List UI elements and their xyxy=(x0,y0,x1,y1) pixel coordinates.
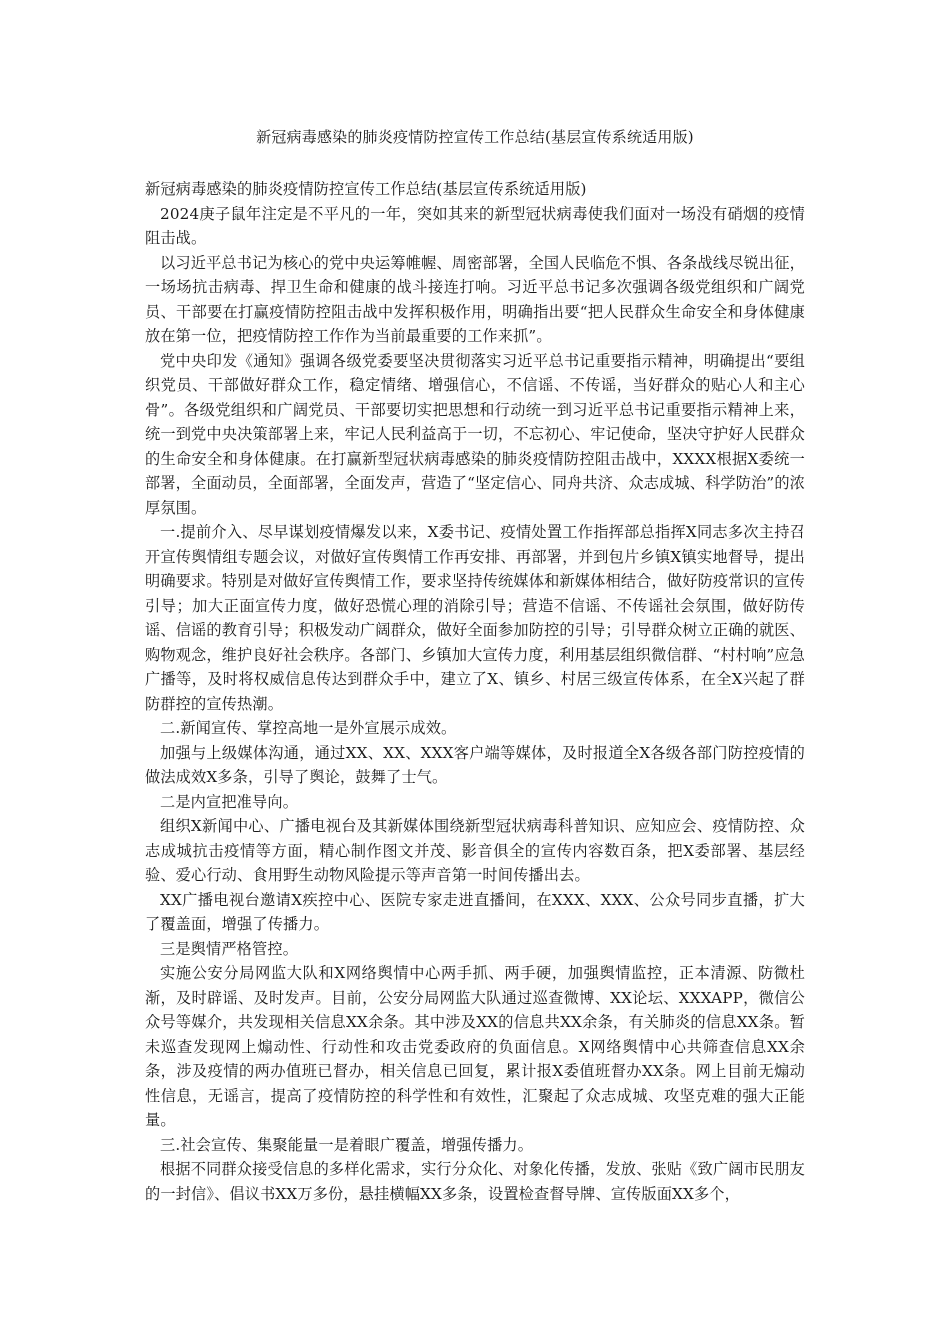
section-subheading: 二是内宣把准导向。 xyxy=(160,792,299,811)
document-body xyxy=(145,177,805,1206)
section-heading: 三.社会宣传、集聚能量一是着眼广覆盖，增强传播力。 xyxy=(160,1135,534,1154)
body-paragraph: 根据不同群众接受信息的多样化需求，实行分众化、对象化传播，发放、张贴《致广阔市民朋友的一封信》、倡议书XX万多份，悬挂横幅XX多条，设置检查督导牌、宣传版面XX多个， xyxy=(145,1160,805,1203)
body-paragraph: 2024庚子鼠年注定是不平凡的一年，突如其来的新型冠状病毒使我们面对一场没有硝烟的疫情阻击战。 xyxy=(145,204,805,247)
body-paragraph: 党中央印发《通知》强调各级党委要坚决贯彻落实习近平总书记重要指示精神，明确提出“要组织党员、干部做好群众工作，稳定情绪、增强信心，不信谣、不传谣，当好群众的贴心人和主心骨”。各级党组织和广阔党员、干部要切实把思想和行动统一到习近平总书记重要指示精神上来，统一到党中央决策部署上来，牢记人民利益高于一切，不忘初心、牢记使命，坚决守护好人民群众的生命安全和身体健康。在打赢新型冠状病毒感染的肺炎疫情防控阻击战中，XXXX根据X委统一部署，全面动员，全面部署，全面发声，营造了“坚定信心、同舟共济、众志成城、科学防治”的浓厚氛围。 xyxy=(145,351,806,517)
body-paragraph: 加强与上级媒体沟通，通过XX、XX、XXX客户端等媒体，及时报道全X各级各部门防控疫情的做法成效X多条，引导了舆论，鼓舞了士气。 xyxy=(145,743,805,786)
document-title: 新冠病毒感染的肺炎疫情防控宣传工作总结(基层宣传系统适用版) xyxy=(256,128,694,146)
body-paragraph: 一.提前介入、尽早谋划疫情爆发以来，X委书记、疫情处置工作指挥部总指挥X同志多次主持召开宣传舆情组专题会议，对做好宣传舆情工作再安排、再部署，并到包片乡镇X镇实地督导，提出明确要求。特别是对做好宣传舆情工作，要求坚持传统媒体和新媒体相结合，做好防疫常识的宣传引导；加大正面宣传力度，做好恐慌心理的消除引导；营造不信谣、不传谣社会氛围，做好防传谣、信谣的教育引导；积极发动广阔群众，做好全面参加防控的引导；引导群众树立正确的就医、购物观念，维护良好社会秩序。各部门、乡镇加大宣传力度，利用基层组织微信群、“村村响”应急广播等，及时将权威信息传达到群众手中，建立了X、镇乡、村居三级宣传体系，在全X兴起了群防群控的宣传热潮。 xyxy=(145,523,806,713)
body-paragraph: 以习近平总书记为核心的党中央运筹帷幄、周密部署，全国人民临危不惧、各条战线尽锐出征，一场场抗击病毒、捍卫生命和健康的战斗接连打响。习近平总书记多次强调各级党组织和广阔党员、干部要在打赢疫情防控阻击战中发挥积极作用，明确指出要“把人民群众生命安全和身体健康放在第一位，把疫情防控工作作为当前最重要的工作来抓”。 xyxy=(145,253,805,345)
body-paragraph: XX广播电视台邀请X疾控中心、医院专家走进直播间，在XXX、XXX、公众号同步直播，扩大了覆盖面，增强了传播力。 xyxy=(145,890,805,933)
body-paragraph: 组织X新闻中心、广播电视台及其新媒体围绕新型冠状病毒科普知识、应知应会、疫情防控、众志成城抗击疫情等方面，精心制作图文并茂、影音俱全的宣传内容数百条，把X委部署、基层经验、爱心行动、食用野生动物风险提示等声音第一时间传播出去。 xyxy=(145,817,805,884)
body-paragraph: 实施公安分局网监大队和X网络舆情中心两手抓、两手硬，加强舆情监控，正本清源、防微杜渐，及时辟谣、及时发声。目前，公安分局网监大队通过巡查微博、XX论坛、XXXAPP，微信公众号等媒介，共发现相关信息XX余条。其中涉及XX的信息共XX余条，有关肺炎的信息XX条。暂未巡查发现网上煽动性、行动性和攻击党委政府的负面信息。X网络舆情中心共筛查信息XX余条，涉及疫情的两办值班已督办，相关信息已回复，累计报X委值班督办XX条。网上目前无煽动性信息，无谣言，提高了疫情防控的科学性和有效性，汇聚起了众志成城、攻坚克难的强大正能量。 xyxy=(145,964,805,1129)
body-paragraph: 新冠病毒感染的肺炎疫情防控宣传工作总结(基层宣传系统适用版) xyxy=(145,180,587,198)
section-heading: 二.新闻宣传、掌控高地一是外宣展示成效。 xyxy=(160,719,457,737)
section-subheading: 三是舆情严格管控。 xyxy=(160,939,299,958)
